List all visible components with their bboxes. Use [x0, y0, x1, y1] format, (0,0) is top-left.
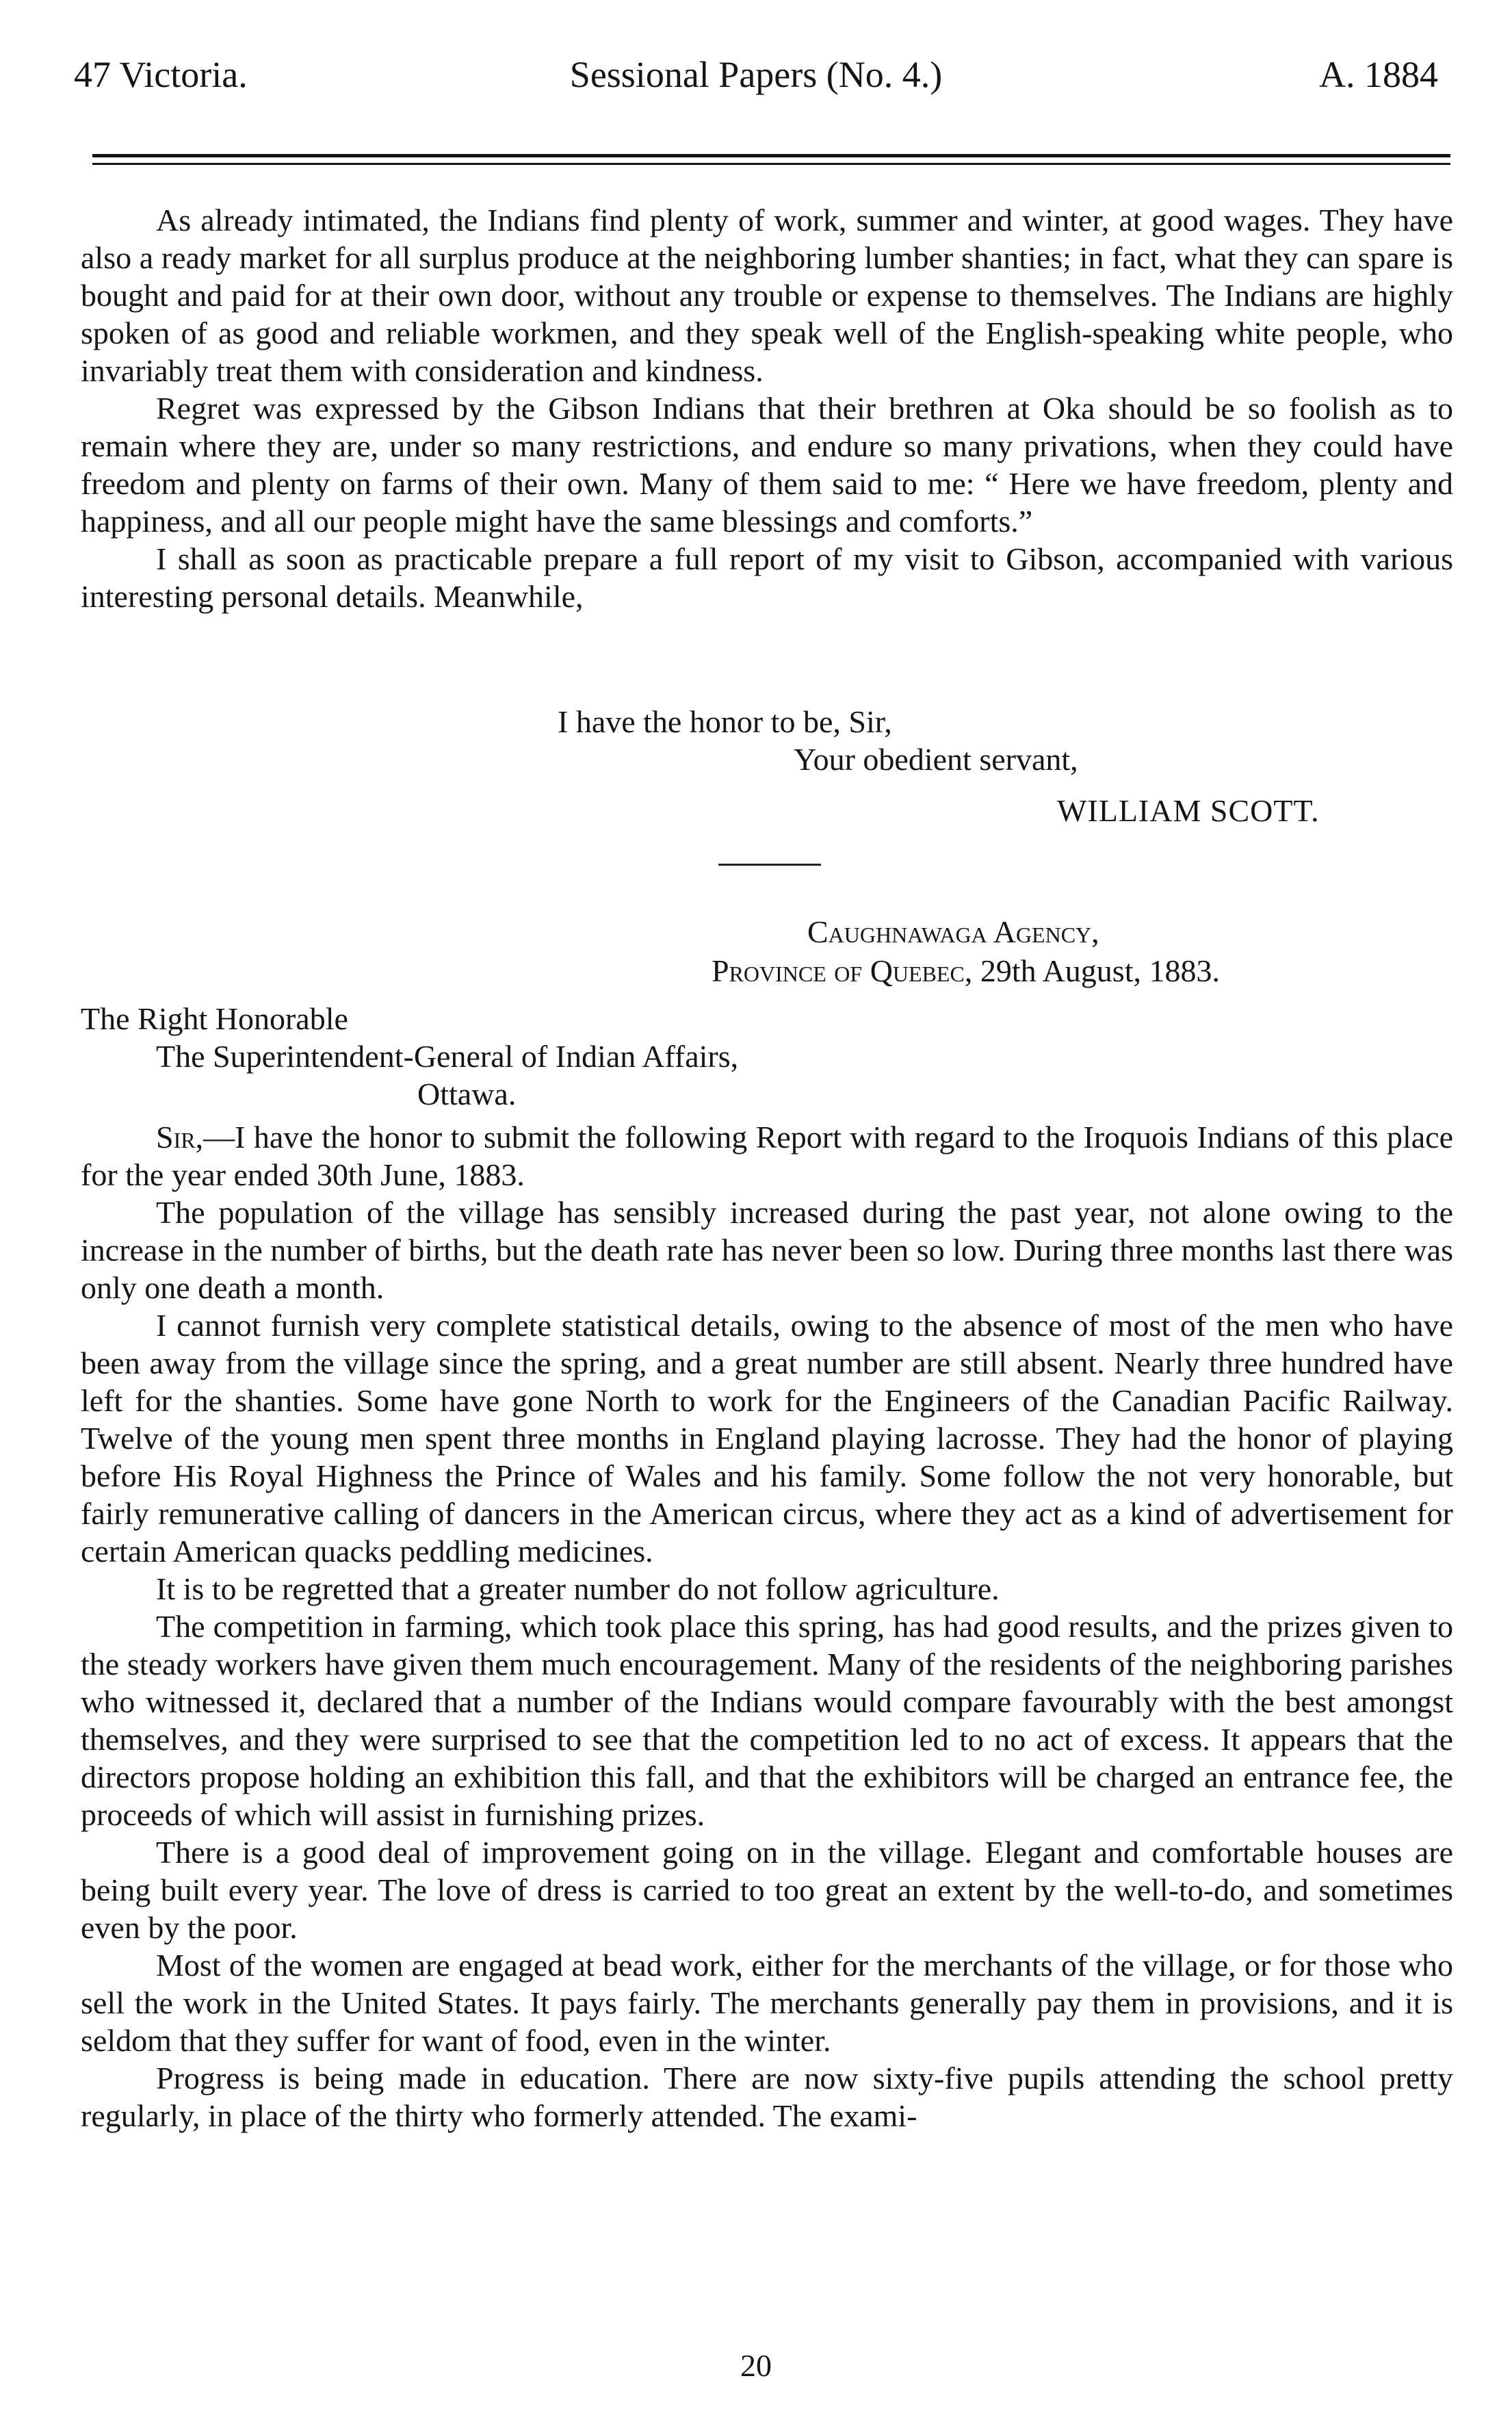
letter2-body — [81, 1118, 1453, 2135]
page-number: 20 — [740, 2348, 772, 2383]
header-rule-thick — [92, 154, 1450, 157]
running-header — [74, 53, 1438, 108]
paragraph: I shall as soon as practicable prepare a full report of my visit to Gibson, accompanied with various interesting personal details. Meanwhile, — [81, 541, 1453, 614]
paragraph: Regret was expressed by the Gibson Indians that their brethren at Oka should be so foolish as to remain where they are, under so many restrictions, and endure so many privations, when they could have freedom and plenty on farms of their own. Many of them said to me: “ Here we have freedom, plenty and happiness, and all our people might have the same blessings and comforts.” — [81, 391, 1453, 539]
paragraph: As already intimated, the Indians find plenty of work, summer and winter, at good wages. They have also a ready market for all surplus produce at the neighboring lumber shanties; in fact, what they can spare is bought and paid for at their own door, without any trouble or expense to themselves. The Indians are highly spoken of as good and reliable workmen, and they speak well of the English-speaking white people, who invariably treat them with consideration and kindness. — [81, 203, 1453, 388]
paragraph: I cannot furnish very complete statistical details, owing to the absence of most of the men who have been away from the village since the spring, and a great number are still absent. Nearly three hundred have left for the shanties. Some have gone North to work for the Engineers of the Canadian Pacific Railway. Twelve of the young men spent three months in England playing lacrosse. They had the honor of playing before His Royal Highness the Prince of Wales and his family. Some follow the not very honorable, but fairly remunerative calling of dancers in the American circus, where they act as a kind of advertisement for certain American quacks peddling medicines. — [81, 1308, 1453, 1569]
letter1-body — [81, 201, 1453, 615]
closing-line: I have the honor to be, Sir, — [558, 704, 892, 739]
header-year: A. 1884 — [1319, 54, 1438, 95]
paragraph: There is a good deal of improvement going on in the village. Elegant and comfortable houses are being built every year. The love of dress is carried to too great an extent by the well-to-do, and sometimes even by the poor. — [81, 1835, 1453, 1945]
agency-province: Province of Quebec, — [712, 953, 973, 988]
header-title: Sessional Papers (No. 4.) — [569, 54, 943, 95]
signature: WILLIAM SCOTT. — [1057, 793, 1320, 828]
addressee-line: Ottawa. — [417, 1076, 517, 1111]
paragraph: Progress is being made in education. There are now sixty-five pupils attending the school pretty regularly, in place of the thirty who formerly attended. The exami- — [81, 2061, 1453, 2133]
salutation: Sir, — [156, 1120, 204, 1155]
addressee-line: The Right Honorable — [81, 1001, 348, 1036]
paragraph — [81, 1118, 1453, 1194]
agency-name: Caughnawaga Agency, — [807, 914, 1099, 949]
letter-date: 29th August, 1883. — [980, 953, 1220, 988]
header-volume: 47 Victoria. — [74, 54, 248, 95]
addressee-line: The Superintendent-General of Indian Affairs, — [156, 1039, 739, 1074]
paragraph: It is to be regretted that a greater number do not follow agriculture. — [156, 1571, 1000, 1606]
section-separator — [718, 864, 821, 866]
closing-line-2: Your obedient servant, — [794, 742, 1078, 777]
agency-location-date — [712, 953, 1220, 989]
paragraph: The population of the village has sensibly increased during the past year, not alone owing to the increase in the number of births, but the death rate has never been so low. During three months last there was only one death a month. — [81, 1195, 1453, 1305]
paragraph: The competition in farming, which took place this spring, has had good results, and the prizes given to the steady workers have given them much encouragement. Many of the residents of the neighboring parishes who witnessed it, declared that a number of the Indians would compare favourably with the best amongst themselves, and they were surprised to see that the competition led to no act of excess. It appears that the directors propose holding an exhibition this fall, and that the exhibitors will be charged an entrance fee, the proceeds of which will assist in furnishing prizes. — [81, 1609, 1453, 1832]
salutation-rest: —I have the honor to submit the following Report with regard to the Iroquois Indians of this place for the year ended 30th June, 1883. — [81, 1120, 1453, 1192]
paragraph: Most of the women are engaged at bead work, either for the merchants of the village, or for those who sell the work in the United States. It pays fairly. The merchants generally pay them in provisions, and it is seldom that they suffer for want of food, even in the winter. — [81, 1948, 1453, 2058]
header-rule-thin — [92, 163, 1450, 165]
